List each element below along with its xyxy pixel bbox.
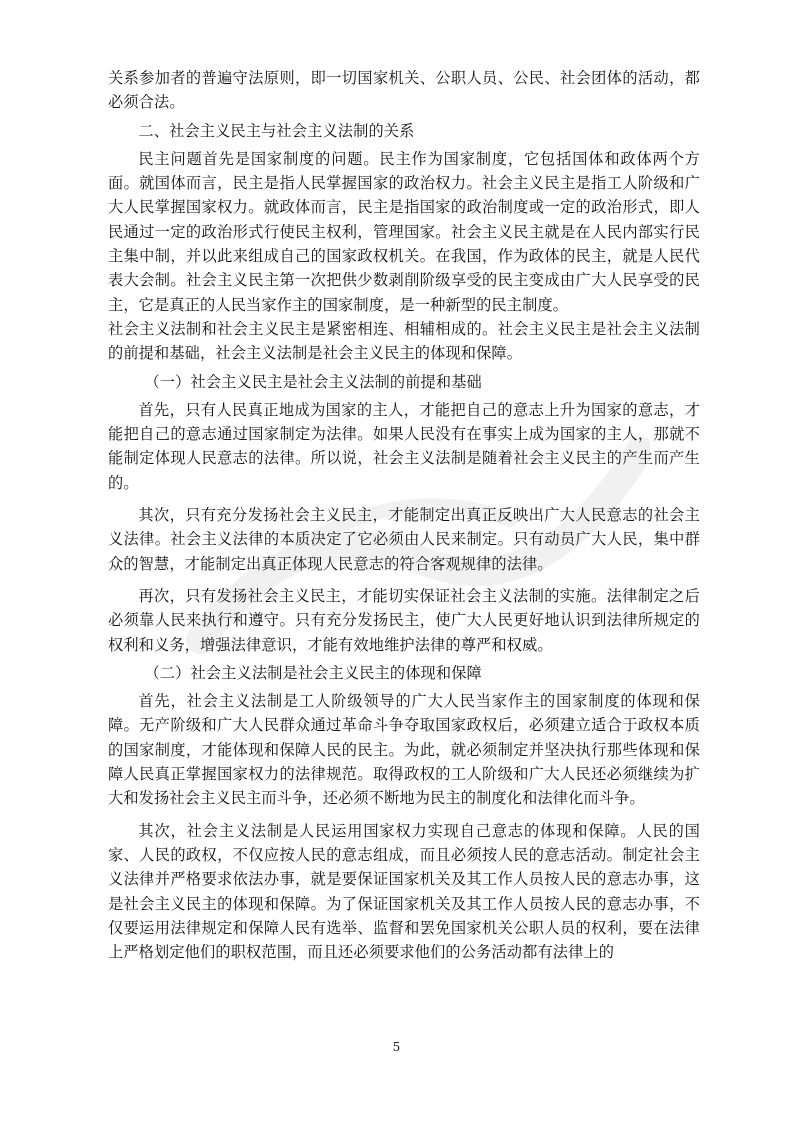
paragraph: 民主问题首先是国家制度的问题。民主作为国家制度，它包括国体和政体两个方面。就国体而言，民主是指人民掌握国家的政治权力。社会主义民主是指工人阶级和广大人民掌握国家权力。就政体而言，民主是指国家的政治制度或一定的政治形式，即人民通过一定的政治形式行使民主权利，管理国家。社会主义民主就是在人民内部实行民主集中制，并以此来组成自己的国家政权机关。在我国，作为政体的民主，就是人民代表大会制。社会主义民主第一次把供少数剥削阶级享受的民主变成由广大人民享受的民主，它是真正的人民当家作主的国家制度，是一种新型的民主制度。 xyxy=(108,149,700,314)
paragraph-continuation: 关系参加者的普遍守法原则，即一切国家机关、公职人员、公民、社会团体的活动，都必须合法。 xyxy=(108,69,700,112)
subsection-heading: （一）社会主义民主是社会主义法制的前提和基础 xyxy=(144,372,482,391)
paragraph: 其次，社会主义法制是人民运用国家权力实现自己意志的体现和保障。人民的国家、人民的政权，不仅应按人民的意志组成，而且必须按人民的意志活动。制定社会主义法律并严格要求依法办事，就是要保证国家机关及其工作人员按人民的意志办事，这是社会主义民主的体现和保障。为了保证国家机关及其工作人员按人民的意志办事，不仅要运用法律规定和保障人民有选举、监督和罢免国家机关公职人员的权利，要在法律上严格划定他们的职权范围，而且还必须要求他们的公务活动都有法律上的 xyxy=(108,821,700,962)
paragraph: 再次，只有发扬社会主义民主，才能切实保证社会主义法制的实施。法律制定之后必须靠人民来执行和遵守。只有充分发扬民主，使广大人民更好地认识到法律所规定的权利和义务，增强法律意识，才能有效地维护法律的尊严和权威。 xyxy=(108,586,700,654)
document-body xyxy=(108,66,700,964)
paragraph: 社会主义法制和社会主义民主是紧密相连、相辅相成的。社会主义民主是社会主义法制的前提和基础，社会主义法制是社会主义民主的体现和保障。 xyxy=(108,319,700,363)
paragraph: 首先，只有人民真正地成为国家的主人，才能把自己的意志上升为国家的意志，才能把自己的意志通过国家制定为法律。如果人民没有在事实上成为国家的主人，那就不能制定体现人民意志的法律。所以说，社会主义法制是随着社会主义民主的产生而产生的。 xyxy=(108,400,700,492)
section-heading: 二、社会主义民主与社会主义法制的关系 xyxy=(138,121,415,140)
subsection-heading: （二）社会主义法制是社会主义民主的体现和保障 xyxy=(144,663,482,682)
page-number: 5 xyxy=(392,1040,401,1054)
paragraph: 其次，只有充分发扬社会主义民主，才能制定出真正反映出广大人民意志的社会主义法律。社会主义法律的本质决定了它必须由人民来制定。只有动员广大人民，集中群众的智慧，才能制定出真正体现人民意志的符合客观规律的法律。 xyxy=(108,506,700,573)
paragraph: 首先，社会主义法制是工人阶级领导的广大人民当家作主的国家制度的体现和保障。无产阶级和广大人民群众通过革命斗争夺取国家政权后，必须建立适合于政权本质的国家制度，才能体现和保障人民的民主。为此，就必须制定并坚决执行那些体现和保障人民真正掌握国家权力的法律规范。取得政权的工人阶级和广大人民还必须继续为扩大和发扬社会主义民主而斗争，还必须不断地为民主的制度化和法律化而斗争。 xyxy=(108,692,700,808)
